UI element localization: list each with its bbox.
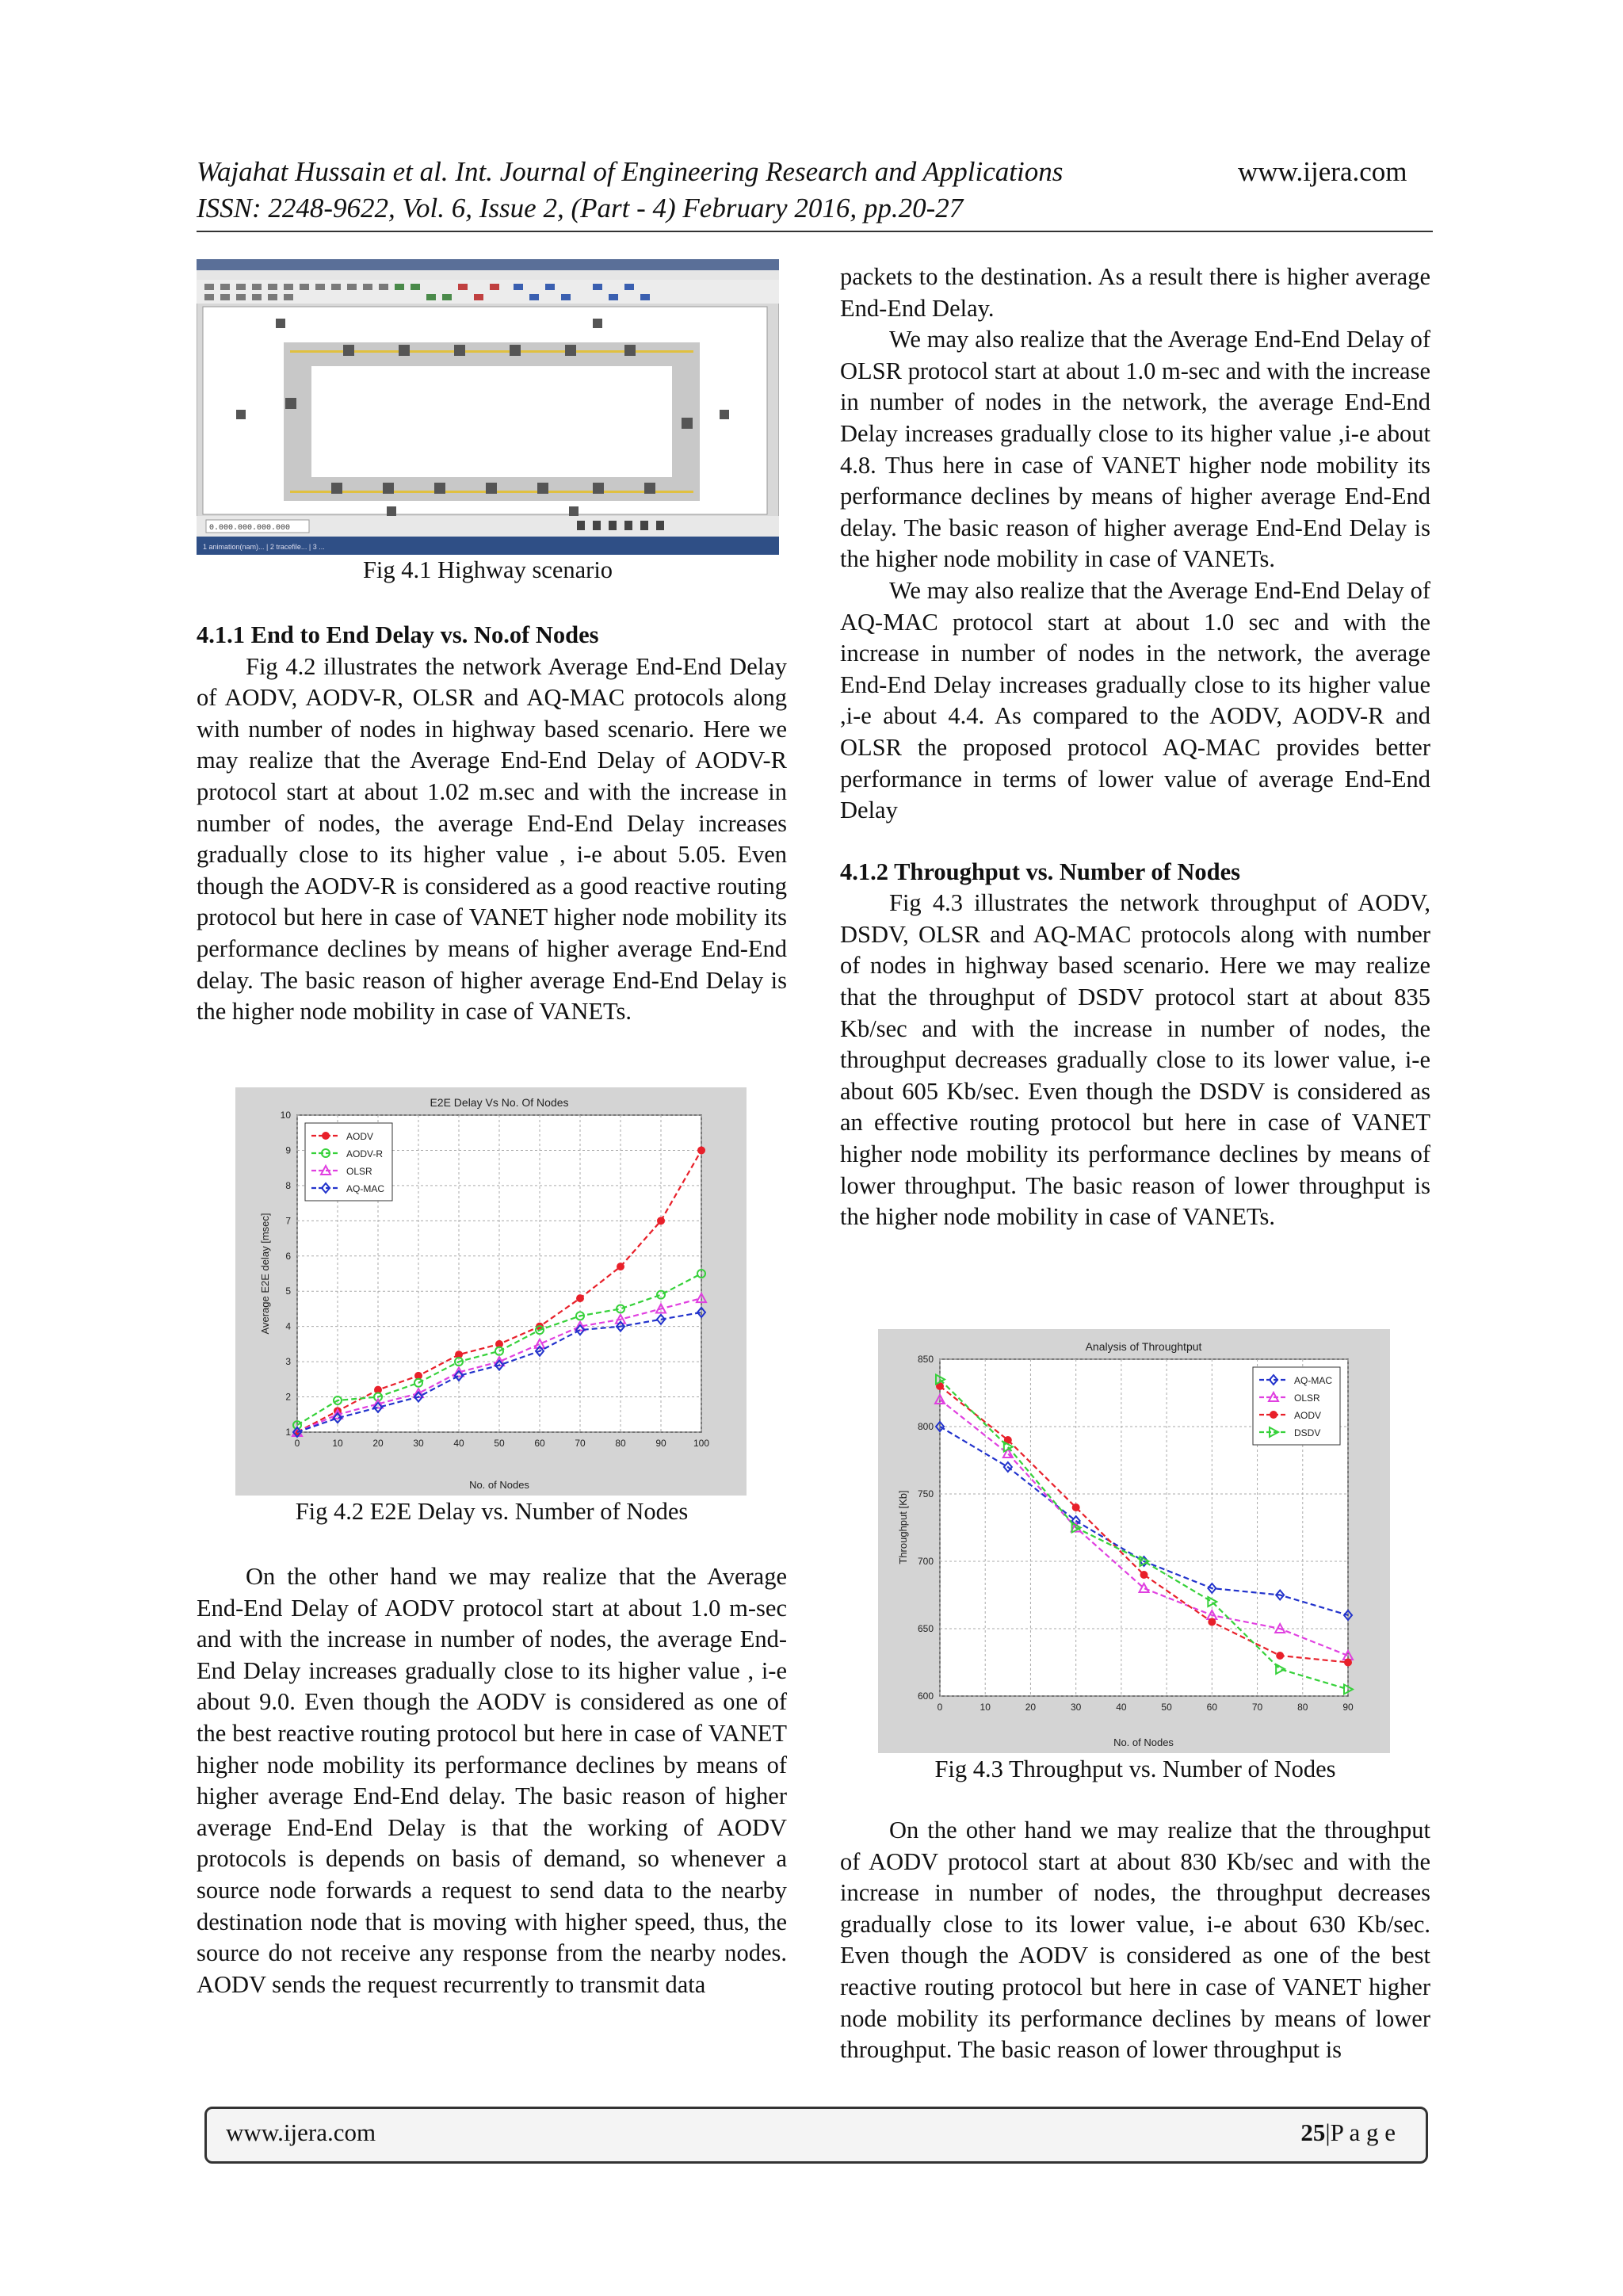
left-para-1: Fig 4.2 illustrates the network Average End-End Delay of AODV, AODV-R, OLSR and AQ-MAC protocols along with number of nodes in highway based scenario. Here we may realize that the Average End-End Delay of AODV-R protocol start at about 1.02 m.sec and with the increase in number of nodes, the average End-End Delay increases gradually close to its higher value , i-e about 5.05. Even though the AODV-R is considered as a good reactive routing protocol but here in case of VANET higher node mobility its performance declines by means of higher average End-End delay. The basic reason of higher average End-End Delay is the higher node mobility in case of VANETs. [197,652,787,1026]
legend-label-olsr: OLSR [346,1166,372,1177]
right-column-lower [840,1815,1430,2066]
right-para-2: We may also realize that the Average End-End Delay of OLSR protocol start at about 1.0 m-sec and with the increase in number of nodes in the network, the average End-End Delay increases gradually close to its higher value ,i-e about 4.8. Thus here in case of VANET higher node mobility its performance declines by means of higher average End-End delay. The basic reason of higher average End-End Delay is the higher node mobility in case of VANETs. [840,326,1430,573]
y-tick-label: 4 [285,1320,291,1332]
header-rule [197,231,1433,232]
data-point-aodv [1072,1504,1079,1511]
y-tick-label: 8 [285,1179,291,1191]
x-tick-label: 30 [413,1438,424,1449]
legend-marker-aodv [1270,1412,1277,1419]
right-para-3: We may also realize that the Average End-End Delay of AQ-MAC protocol start at about 1.0 sec and with the increase in number of nodes in the network, the average End-End Delay increases gradually close to its higher value ,i-e about 4.4. As compared to the AODV, AODV-R and OLSR the proposed protocol AQ-MAC provides better performance in terms of lower value of average End-End Delay [840,576,1430,824]
y-tick-label: 9 [285,1144,291,1156]
right-para-4: Fig 4.3 illustrates the network throughput of AODV, DSDV, OLSR and AQ-MAC protocols along with number of nodes in highway based scenario. Here we may realize that the throughput of DSDV protocol start at about 835 Kb/sec and with the increase in number of nodes, the throughput decreases gradually close to its lower value, i-e about 605 Kb/sec. Even though the DSDV is considered as an effective routing protocol but here in case of VANET higher node mobility its performance declines by means of lower throughput. The basic reason of lower throughput is the higher node mobility in case of VANETs. [840,889,1430,1231]
left-para-2: On the other hand we may realize that the Average End-End Delay of AODV protocol start at about 1.0 m-sec and with the increase in number of nodes, the average End-End Delay increases gradually close to its higher value , i-e about 9.0. Even though the AODV is considered as one of the best reactive routing protocol but here in case of VANET higher node mobility its performance declines by means of higher average End-End delay. The basic reason of higher average End-End Delay is that the working of AODV protocols is depends on basis of demand, so whenever a source node forwards a request to send data to the nearby destination node that is moving with higher speed, thus, the source do not receive any response from the nearby nodes. AODV sends the request recurrently to transmit data [197,1563,787,1998]
left-column [197,620,787,1028]
footer-page [1300,2118,1396,2147]
x-tick-label: 10 [980,1702,991,1713]
data-point-aodv [1277,1652,1284,1660]
footer-website: www.ijera.com [226,2118,376,2146]
x-tick-label: 40 [453,1438,464,1449]
taskbar-items: 1 animation(nam)... | 2 tracefile... | 3 ... [203,543,325,551]
legend-label-dsdv: DSDV [1294,1427,1321,1438]
x-tick-label: 0 [937,1702,943,1713]
data-point-aodv [1209,1618,1216,1626]
x-tick-label: 90 [655,1438,666,1449]
x-tick-label: 40 [1116,1702,1127,1713]
x-tick-label: 50 [494,1438,505,1449]
fig43-throughput-chart [878,1329,1390,1753]
x-tick-label: 20 [1025,1702,1037,1713]
y-tick-label: 850 [917,1354,934,1365]
fig43-caption: Fig 4.3 Throughput vs. Number of Nodes [934,1755,1336,1782]
journal-website: www.ijera.com [1238,156,1407,187]
x-tick-label: 50 [1161,1702,1172,1713]
right-para-1: packets to the destination. As a result there is higher average End-End Delay. [840,263,1430,322]
y-tick-label: 5 [285,1286,291,1297]
y-tick-label: 650 [917,1623,934,1634]
y-tick-label: 6 [285,1250,291,1262]
window-titlebar [197,259,779,270]
section-4-1-2-title: 4.1.2 Throughput vs. Number of Nodes [840,858,1241,885]
right-column [840,262,1430,1233]
data-point-aodv [617,1263,624,1270]
x-tick-label: 10 [332,1438,343,1449]
legend-label-aq-mac: AQ-MAC [346,1183,384,1194]
x-tick-label: 70 [1251,1702,1263,1713]
chart-title: Analysis of Throughtput [1085,1340,1202,1353]
x-axis-label: No. of Nodes [469,1479,529,1491]
legend-label-aodv: AODV [1294,1410,1322,1421]
x-tick-label: 100 [693,1438,710,1449]
x-axis-label: No. of Nodes [1113,1736,1174,1748]
y-tick-label: 800 [917,1421,934,1432]
section-4-1-1-title: 4.1.1 End to End Delay vs. No.of Nodes [197,621,599,648]
x-tick-label: 80 [615,1438,626,1449]
y-axis-label: Throughput [Kb] [897,1490,909,1564]
legend-label-olsr: OLSR [1294,1392,1320,1404]
chart-title: E2E Delay Vs No. Of Nodes [430,1096,569,1109]
y-tick-label: 700 [917,1556,934,1567]
fig41-screenshot [197,259,779,555]
fig41-caption: Fig 4.1 Highway scenario [362,556,613,583]
x-tick-label: 70 [575,1438,586,1449]
issue-info: ISSN: 2248-9622, Vol. 6, Issue 2, (Part - 4) February 2016, pp.20-27 [197,193,964,223]
legend-label-aq-mac: AQ-MAC [1294,1375,1332,1386]
y-tick-label: 1 [285,1427,291,1438]
page-number: 25 [1300,2118,1326,2146]
legend-label-aodv: AODV [346,1131,374,1142]
legend-label-aodv-r: AODV-R [346,1148,384,1159]
x-tick-label: 60 [1206,1702,1218,1713]
legend-marker-aodv [323,1133,330,1140]
journal-title: Wajahat Hussain et al. Int. Journal of Engineering Research and Applications [197,156,1064,187]
data-point-aodv [1345,1659,1352,1666]
x-tick-label: 80 [1297,1702,1308,1713]
fig42-caption: Fig 4.2 E2E Delay vs. Number of Nodes [295,1498,689,1525]
right-para-5: On the other hand we may realize that the throughput of AODV protocol start at about 830 Kb/sec and with the increase in number of nodes, the throughput decreases gradually close to its lower value, i-e about 630 Kb/sec. Even though the AODV is considered as one of the best reactive routing protocol but here in case of VANET higher node mobility its performance declines by means of lower throughput. The basic reason of lower throughput is [840,1817,1430,2064]
y-tick-label: 10 [280,1110,291,1121]
x-tick-label: 0 [294,1438,300,1449]
page-footer [204,2107,1428,2164]
x-tick-label: 20 [372,1438,384,1449]
y-tick-label: 750 [917,1488,934,1499]
fig42-delay-chart [235,1087,747,1496]
y-tick-label: 600 [917,1690,934,1702]
data-point-aodv [577,1295,584,1302]
data-point-aodv [1140,1572,1148,1579]
y-tick-label: 3 [285,1356,291,1368]
y-tick-label: 7 [285,1215,291,1227]
y-axis-label: Average E2E delay [msec] [259,1213,271,1335]
data-point-aodv [658,1217,665,1224]
x-tick-label: 30 [1070,1702,1082,1713]
x-tick-label: 60 [534,1438,545,1449]
left-column-lower [197,1561,787,2000]
data-point-aodv [698,1147,705,1154]
x-tick-label: 90 [1342,1702,1354,1713]
y-tick-label: 2 [285,1391,291,1403]
page-label: |P a g e [1325,2118,1396,2146]
time-counter: 0.000.000.000.000 [209,524,291,533]
